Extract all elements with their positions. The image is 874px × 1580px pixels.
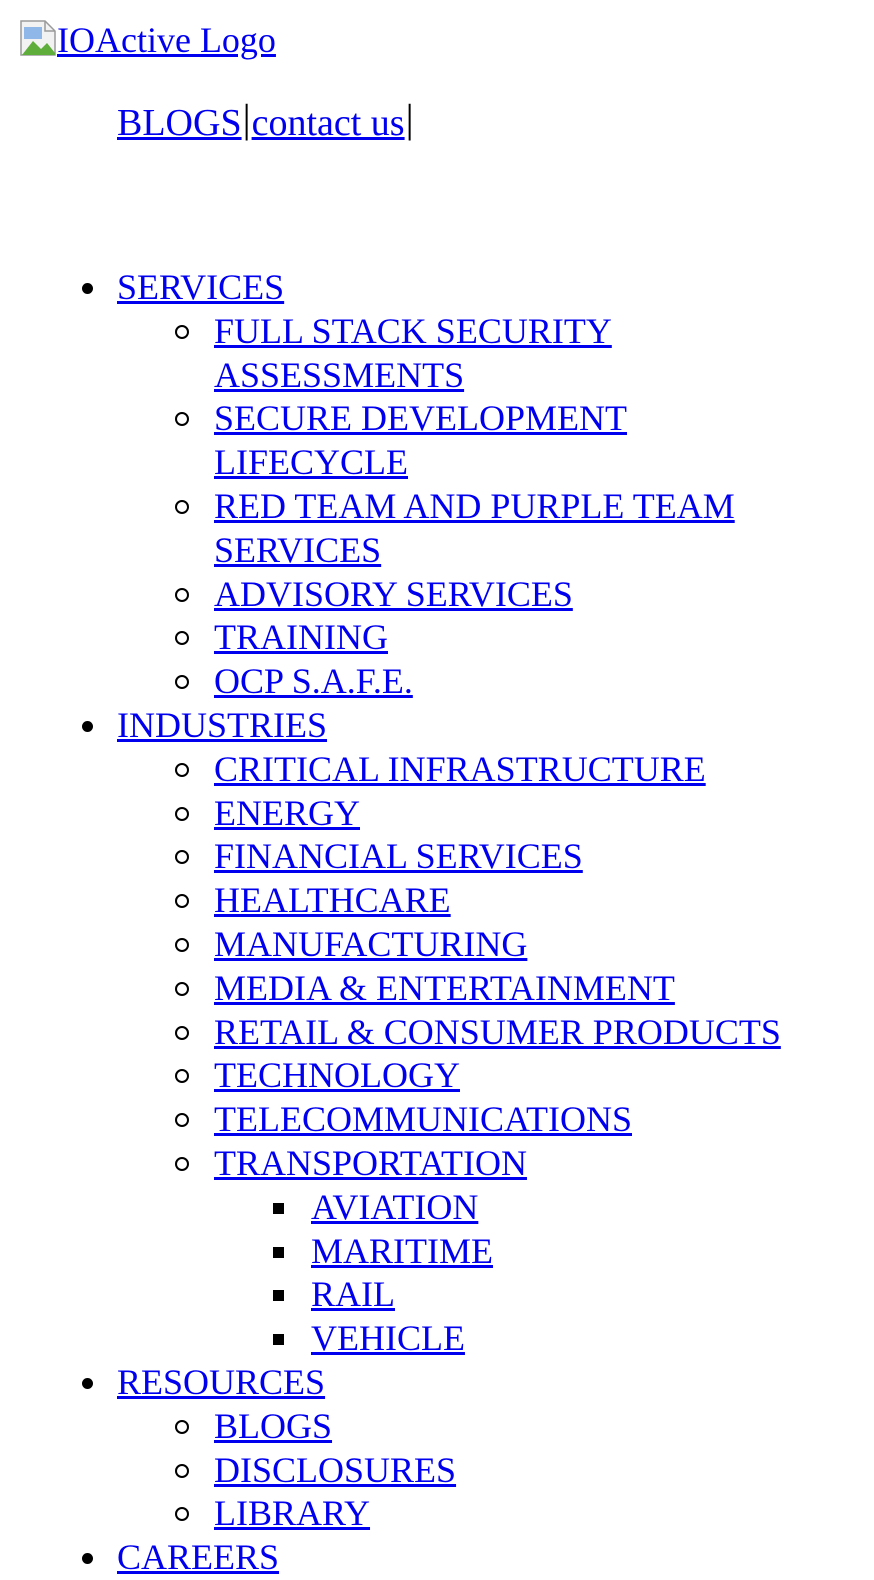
nav-link-telecommunications[interactable]: TELECOMMUNICATIONS — [214, 1099, 632, 1140]
square-bullet-icon — [273, 1290, 284, 1301]
disc-bullet-icon — [82, 721, 93, 732]
nav-link-ocp-safe[interactable]: OCP S.A.F.E. — [214, 661, 413, 702]
nav-link-training[interactable]: TRAINING — [214, 617, 388, 658]
nav-link-manufacturing[interactable]: MANUFACTURING — [214, 923, 528, 964]
circle-bullet-icon — [175, 1507, 189, 1521]
nav-subsubitem — [0, 1230, 874, 1274]
circle-bullet-icon — [175, 1113, 189, 1127]
circle-bullet-icon — [175, 1069, 189, 1083]
circle-bullet-icon — [175, 1464, 189, 1478]
nav-link-red-purple-team-services[interactable]: RED TEAM AND PURPLE TEAM SERVICES — [214, 485, 735, 570]
circle-bullet-icon — [175, 675, 189, 689]
disc-bullet-icon — [82, 283, 93, 294]
nav-link-rail[interactable]: RAIL — [311, 1274, 395, 1315]
nav-subitem — [0, 748, 874, 792]
nav-subsubitem — [0, 1317, 874, 1361]
circle-bullet-icon — [175, 1420, 189, 1434]
nav-subitem — [0, 1405, 874, 1449]
nav-link-industries[interactable]: INDUSTRIES — [117, 704, 328, 745]
nav-subitem — [0, 1054, 874, 1098]
main-navigation — [0, 266, 874, 1580]
nav-subitem — [0, 792, 874, 836]
circle-bullet-icon — [175, 982, 189, 996]
circle-bullet-icon — [175, 850, 189, 864]
square-bullet-icon — [273, 1203, 284, 1214]
top-link-contact-us[interactable]: contact us — [251, 102, 405, 144]
circle-bullet-icon — [175, 631, 189, 645]
nav-link-media-entertainment[interactable]: MEDIA & ENTERTAINMENT — [214, 967, 675, 1008]
nav-link-energy[interactable]: ENERGY — [214, 792, 360, 833]
circle-bullet-icon — [175, 325, 189, 339]
nav-subsubitem — [0, 1273, 874, 1317]
nav-subitem — [0, 923, 874, 967]
nav-link-critical-infrastructure[interactable]: CRITICAL INFRASTRUCTURE — [214, 748, 706, 789]
nav-link-careers[interactable]: CAREERS — [117, 1537, 280, 1578]
circle-bullet-icon — [175, 500, 189, 514]
circle-bullet-icon — [175, 588, 189, 602]
nav-link-full-stack-security-assessments[interactable]: FULL STACK SECURITY ASSESSMENTS — [214, 310, 612, 395]
separator: | — [405, 96, 414, 141]
nav-subitem — [0, 1011, 874, 1055]
nav-link-retail-consumer-products[interactable]: RETAIL & CONSUMER PRODUCTS — [214, 1011, 781, 1052]
nav-link-disclosures[interactable]: DISCLOSURES — [214, 1449, 457, 1490]
nav-subitem — [0, 1449, 874, 1493]
circle-bullet-icon — [175, 938, 189, 952]
nav-subitem — [0, 835, 874, 879]
nav-subitem — [0, 660, 874, 704]
nav-subitem — [0, 1098, 874, 1142]
nav-subitem — [0, 397, 874, 485]
nav-link-maritime[interactable]: MARITIME — [311, 1230, 493, 1271]
nav-item-services — [0, 266, 874, 310]
nav-subitem — [0, 573, 874, 617]
nav-link-vehicle[interactable]: VEHICLE — [311, 1318, 465, 1359]
nav-link-aviation[interactable]: AVIATION — [311, 1186, 479, 1227]
nav-link-advisory-services[interactable]: ADVISORY SERVICES — [214, 573, 573, 614]
nav-link-services[interactable]: SERVICES — [117, 267, 285, 307]
circle-bullet-icon — [175, 807, 189, 821]
nav-link-technology[interactable]: TECHNOLOGY — [214, 1055, 460, 1096]
nav-subsubitem — [0, 1186, 874, 1230]
broken-image-icon — [19, 19, 57, 57]
disc-bullet-icon — [82, 1553, 93, 1564]
nav-subitem — [0, 967, 874, 1011]
nav-link-transportation[interactable]: TRANSPORTATION — [214, 1142, 527, 1183]
circle-bullet-icon — [175, 1157, 189, 1171]
logo-link[interactable] — [19, 18, 276, 62]
nav-subitem — [0, 485, 874, 573]
nav-link-secure-development-lifecycle[interactable]: SECURE DEVELOPMENT LIFECYCLE — [214, 398, 627, 483]
logo-alt-text: IOActive Logo — [57, 20, 276, 60]
disc-bullet-icon — [82, 1378, 93, 1389]
nav-subitem — [0, 879, 874, 923]
nav-link-resources[interactable]: RESOURCES — [117, 1361, 326, 1402]
circle-bullet-icon — [175, 412, 189, 426]
nav-link-healthcare[interactable]: HEALTHCARE — [214, 880, 451, 921]
nav-subitem — [0, 1492, 874, 1536]
circle-bullet-icon — [175, 1026, 189, 1040]
nav-subitem — [0, 310, 874, 398]
top-link-blogs[interactable]: BLOGS — [117, 102, 242, 144]
nav-item-careers — [0, 1536, 874, 1580]
top-links — [117, 98, 415, 147]
nav-link-library[interactable]: LIBRARY — [214, 1493, 371, 1534]
separator: | — [242, 96, 251, 141]
circle-bullet-icon — [175, 763, 189, 777]
nav-link-financial-services[interactable]: FINANCIAL SERVICES — [214, 836, 583, 877]
nav-item-industries — [0, 704, 874, 748]
square-bullet-icon — [273, 1334, 284, 1345]
nav-subitem — [0, 616, 874, 660]
nav-subitem — [0, 1142, 874, 1186]
nav-item-resources — [0, 1361, 874, 1405]
circle-bullet-icon — [175, 894, 189, 908]
square-bullet-icon — [273, 1247, 284, 1258]
nav-link-blogs[interactable]: BLOGS — [214, 1405, 333, 1446]
